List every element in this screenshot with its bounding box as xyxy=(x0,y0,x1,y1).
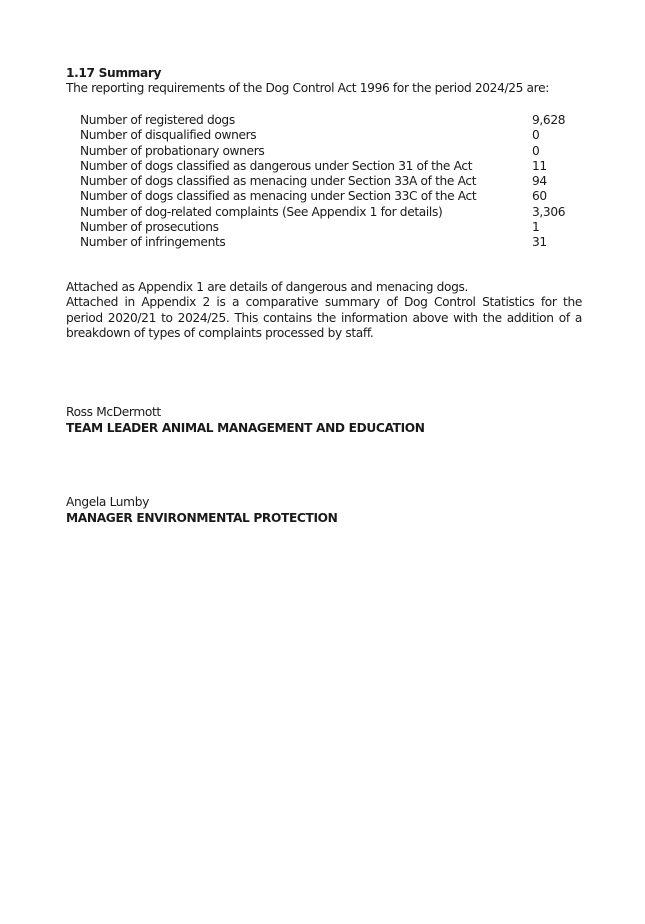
stat-value: 60 xyxy=(532,189,547,204)
stat-label: Number of prosecutions xyxy=(80,220,219,235)
appendix-1-note: Attached as Appendix 1 are details of dangerous and menacing dogs. xyxy=(66,280,469,294)
signatory-name: Ross McDermott xyxy=(66,405,161,419)
appendix-2-note: Attached in Appendix 2 is a comparative summary of Dog Control Statistics for the period 2020/21 to 2024/25. This contains the information above with the addition of a breakdown of types of complaints processed by staff. xyxy=(66,295,582,341)
signatory-title: MANAGER ENVIRONMENTAL PROTECTION xyxy=(66,510,338,525)
stat-label: Number of disqualified owners xyxy=(80,128,257,143)
stat-label: Number of dogs classified as menacing under Section 33C of the Act xyxy=(80,189,477,204)
stat-label: Number of probationary owners xyxy=(80,143,265,158)
stat-value: 94 xyxy=(532,174,547,189)
signature-block-1 xyxy=(66,405,425,436)
stat-value: 3,306 xyxy=(532,204,566,219)
signatory-title: TEAM LEADER ANIMAL MANAGEMENT AND EDUCATION xyxy=(66,420,425,435)
stat-row-disqualified-owners xyxy=(80,128,600,143)
stat-row-prosecutions xyxy=(80,220,600,235)
signatory-name: Angela Lumby xyxy=(66,495,149,509)
stat-row-registered-dogs xyxy=(80,113,600,128)
section-heading: 1.17 Summary xyxy=(66,66,162,80)
stat-row-dangerous-dogs xyxy=(80,159,600,174)
stat-value: 9,628 xyxy=(532,113,566,127)
stat-value: 0 xyxy=(532,128,540,143)
stat-value: 1 xyxy=(532,220,540,235)
stat-row-infringements xyxy=(80,235,600,250)
stat-label: Number of dog-related complaints (See Appendix 1 for details) xyxy=(80,204,443,219)
stat-value: 31 xyxy=(532,235,547,250)
statistics-table xyxy=(80,113,600,251)
section-intro: The reporting requirements of the Dog Control Act 1996 for the period 2024/25 are: xyxy=(66,81,549,95)
stat-row-complaints xyxy=(80,205,600,220)
stat-label: Number of registered dogs xyxy=(80,113,235,127)
stat-row-menacing-33c xyxy=(80,189,600,204)
stat-value: 11 xyxy=(532,158,547,173)
appendix-notes xyxy=(66,280,582,342)
stat-label: Number of infringements xyxy=(80,235,226,250)
stat-row-probationary-owners xyxy=(80,144,600,159)
stat-value: 0 xyxy=(532,143,540,158)
stat-label: Number of dogs classified as dangerous under Section 31 of the Act xyxy=(80,158,473,173)
stat-label: Number of dogs classified as menacing under Section 33A of the Act xyxy=(80,174,477,189)
signature-block-2 xyxy=(66,495,338,526)
stat-row-menacing-33a xyxy=(80,174,600,189)
